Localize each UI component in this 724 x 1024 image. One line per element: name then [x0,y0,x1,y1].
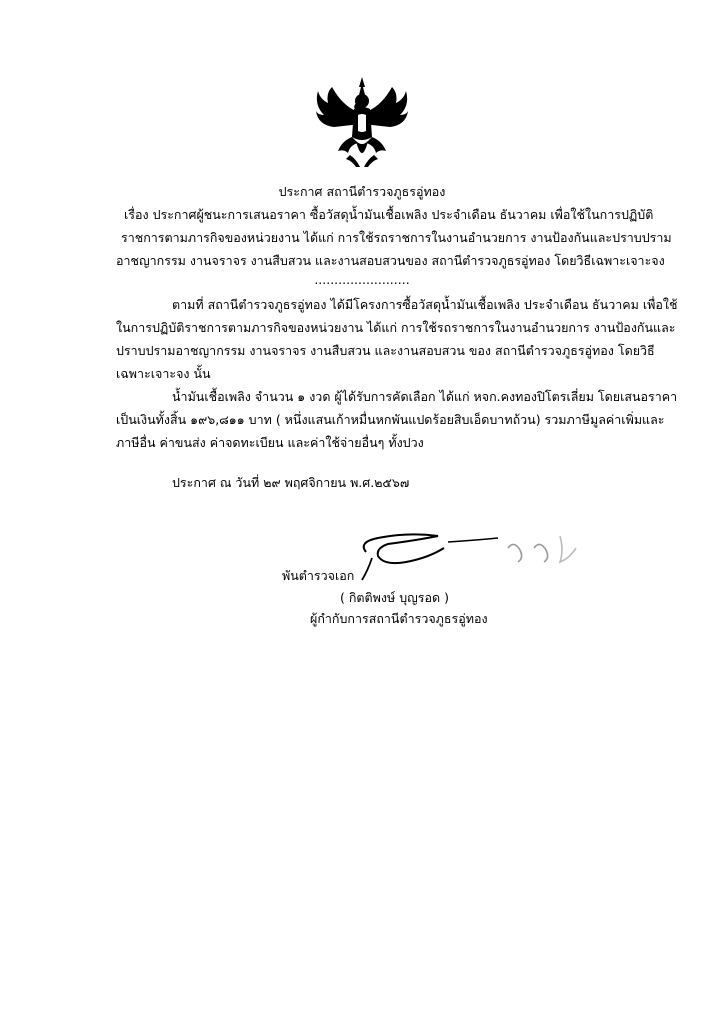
paragraph1-line-1: ตามที่ สถานีตำรวจภูธรอู่ทอง ได้มีโครงการซื้อวัสดุน้ำมันเชื้อเพลิง ประจำเดือน ธันวาคม เพื่อใช้ [172,297,678,312]
signer-rank: พันตำรวจเอก [282,568,355,583]
announcement-title: ประกาศ สถานีตำรวจภูธรอู่ทอง [278,184,446,199]
subject-line-2: ราชการตามภารกิจของหน่วยงาน ได้แก่ การใช้รถราชการในงานอำนวยการ งานป้องกันและปราบปราม [121,230,672,245]
signer-name: ( กิตติพงษ์ บุญรอด ) [340,590,449,605]
paragraph1-line-2: ในการปฏิบัติราชการตามภารกิจของหน่วยงาน ได้แก่ การใช้รถราชการในงานอำนวยการ งานป้องกันและ [116,320,676,335]
paragraph2-line-2: เป็นเงินทั้งสิ้น ๑๙๖,๘๑๑ บาท ( หนึ่งแสนเก้าหมื่นหกพันแปดร้อยสิบเอ็ดบาทถ้วน) รวมภาษีมูลค่าเพิ่มและ [116,412,665,427]
paragraph2-line-3: ภาษีอื่น ค่าขนส่ง ค่าจดทะเบียน และค่าใช้จ่ายอื่นๆ ทั้งปวง [116,435,424,450]
paragraph2-line-1: น้ำมันเชื้อเพลิง จำนวน ๑ งวด ผู้ได้รับการคัดเลือก ได้แก่ หจก.คงทองปิโตรเลี่ยม โดยเสนอราคา [172,389,678,404]
paragraph1-line-4: เฉพาะเจาะจง นั้น [116,366,211,381]
subject-line-1: เรื่อง ประกาศผู้ชนะการเสนอราคา ซื้อวัสดุน้ำมันเชื้อเพลิง ประจำเดือน ธันวาคม เพื่อใช้ในการปฏิบัติ [124,207,654,222]
signer-position: ผู้กำกับการสถานีตำรวจภูธรอู่ทอง [310,611,488,626]
dotted-separator: ........................ [314,272,410,287]
garuda-emblem-icon [312,75,412,175]
announcement-date: ประกาศ ณ วันที่ ๒๙ พฤศจิกายน พ.ศ.๒๕๖๗ [172,475,410,490]
handwritten-signature [348,522,598,582]
subject-line-3: อาชญากรรม งานจราจร งานสืบสวน และงานสอบสวนของ สถานีตำรวจภูธรอู่ทอง โดยวิธีเฉพาะเจาะจง [116,253,665,268]
paragraph1-line-3: ปราบปรามอาชญากรรม งานจราจร งานสืบสวน และงานสอบสวน ของ สถานีตำรวจภูธรอู่ทอง โดยวิธี [116,343,655,358]
